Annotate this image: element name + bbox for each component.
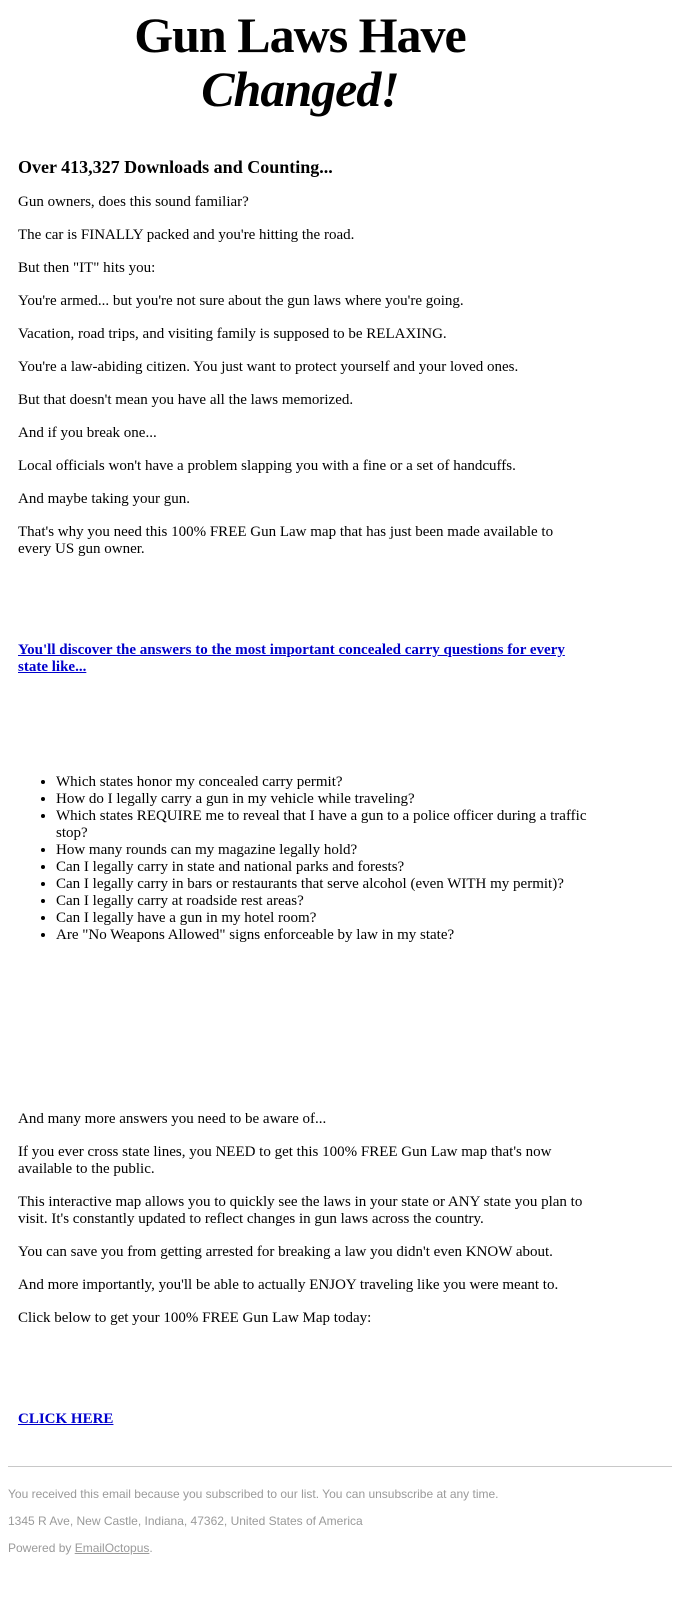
headline bbox=[0, 8, 600, 116]
question-item: • Can I legally carry in bars or restaurants that serve alcohol (even WITH my permit)? bbox=[56, 876, 588, 893]
question-item: • Which states honor my concealed carry permit? bbox=[56, 774, 588, 791]
paragraph: This interactive map allows you to quickly see the laws in your state or ANY state you plan to visit. It's constantly updated to reflect changes in gun laws across the country. bbox=[18, 1194, 583, 1227]
paragraph: And many more answers you need to be aware of... bbox=[18, 1111, 327, 1127]
powered-suffix: . bbox=[149, 1541, 153, 1555]
question-item: • Can I legally carry at roadside rest areas? bbox=[56, 893, 588, 910]
paragraph: But then "IT" hits you: bbox=[18, 260, 156, 276]
paragraph: That's why you need this 100% FREE Gun Law map that has just been made available to every US gun owner. bbox=[18, 524, 554, 557]
question-item: • Can I legally carry in state and national parks and forests? bbox=[56, 859, 588, 876]
discover-link[interactable]: You'll discover the answers to the most important concealed carry questions for every state like... bbox=[18, 642, 565, 675]
content bbox=[18, 156, 588, 1444]
footer-notice: You received this email because you subscribed to our list. You can unsubscribe at any time. bbox=[8, 1487, 499, 1501]
emailoctopus-link[interactable]: EmailOctopus bbox=[74, 1541, 150, 1555]
footer bbox=[8, 1466, 672, 1555]
paragraph: And maybe taking your gun. bbox=[18, 491, 191, 507]
paragraph: Vacation, road trips, and visiting family is supposed to be RELAXING. bbox=[18, 326, 447, 342]
paragraph: You're a law-abiding citizen. You just want to protect yourself and your loved ones. bbox=[18, 359, 519, 375]
question-item: • Which states REQUIRE me to reveal that I have a gun to a police officer during a traffic stop? bbox=[56, 808, 588, 842]
paragraph: And if you break one... bbox=[18, 425, 157, 441]
closing-paragraphs bbox=[18, 1111, 588, 1327]
question-item: • How do I legally carry a gun in my vehicle while traveling? bbox=[56, 791, 588, 808]
question-item: • How many rounds can my magazine legally hold? bbox=[56, 842, 588, 859]
paragraph: Local officials won't have a problem slapping you with a fine or a set of handcuffs. bbox=[18, 458, 516, 474]
paragraph: Click below to get your 100% FREE Gun Law Map today: bbox=[18, 1310, 372, 1326]
click-here-link[interactable]: CLICK HERE bbox=[18, 1411, 114, 1427]
paragraph: If you ever cross state lines, you NEED to get this 100% FREE Gun Law map that's now available to the public. bbox=[18, 1144, 552, 1177]
paragraph: You can save you from getting arrested for breaking a law you didn't even KNOW about. bbox=[18, 1244, 553, 1260]
paragraph: But that doesn't mean you have all the laws memorized. bbox=[18, 392, 354, 408]
footer-powered bbox=[8, 1541, 153, 1555]
paragraph: And more importantly, you'll be able to actually ENJOY traveling like you were meant to. bbox=[18, 1277, 559, 1293]
question-list bbox=[18, 774, 588, 944]
paragraph: You're armed... but you're not sure about the gun laws where you're going. bbox=[18, 293, 464, 309]
subheading: Over 413,327 Downloads and Counting... bbox=[18, 157, 333, 177]
intro-paragraphs bbox=[18, 194, 588, 558]
powered-prefix: Powered by bbox=[8, 1541, 75, 1555]
headline-line1: Gun Laws Have bbox=[134, 7, 466, 63]
question-item: • Are "No Weapons Allowed" signs enforceable by law in my state? bbox=[56, 927, 588, 944]
paragraph: The car is FINALLY packed and you're hitting the road. bbox=[18, 227, 355, 243]
headline-line2: Changed! bbox=[201, 61, 399, 117]
paragraph: Gun owners, does this sound familiar? bbox=[18, 194, 249, 210]
footer-address: 1345 R Ave, New Castle, Indiana, 47362, United States of America bbox=[8, 1514, 363, 1528]
question-item: • Can I legally have a gun in my hotel room? bbox=[56, 910, 588, 927]
